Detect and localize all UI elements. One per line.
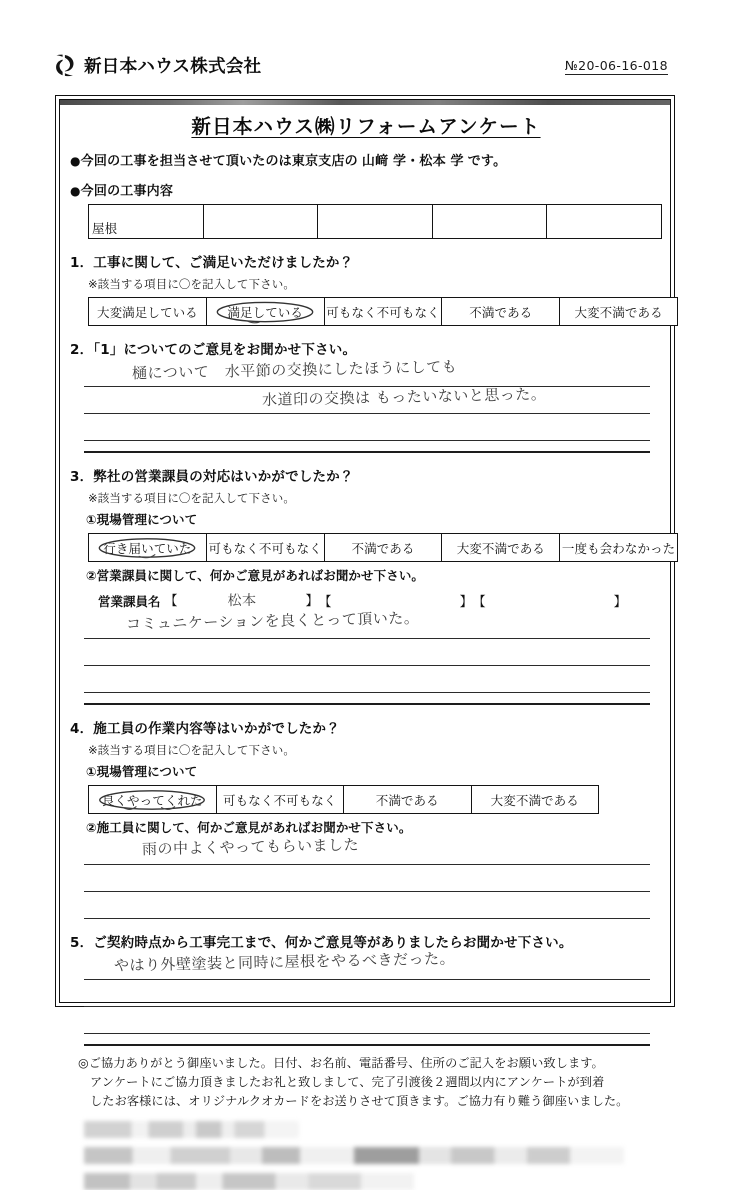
work-content-line: [70, 180, 662, 199]
question-5-answer-area[interactable]: [70, 949, 662, 1034]
question-1-note: ※該当する項目に〇を記入して下さい。: [88, 277, 295, 291]
work-cell-3[interactable]: [318, 205, 433, 239]
q3-option-4[interactable]: 大変不満である: [442, 534, 560, 562]
work-cell-5[interactable]: [547, 205, 662, 239]
answer-line[interactable]: [84, 1007, 650, 1034]
section-divider: [84, 703, 650, 705]
handwritten-answer: 雨の中よくやってもらいました: [141, 835, 360, 859]
bracket-close-icon: 】: [459, 595, 473, 610]
q3-option-1-selected[interactable]: [89, 534, 207, 562]
q4-option-1-selected[interactable]: [89, 786, 217, 814]
answer-line[interactable]: [84, 608, 650, 639]
q3-option-3[interactable]: 不満である: [324, 534, 442, 562]
question-3-answer-area[interactable]: [70, 608, 662, 693]
charge-suffix-text: です。: [467, 154, 507, 169]
q1-option-3[interactable]: 可もなく不可もなく: [324, 298, 442, 326]
question-3-subheading-1: ①現場管理について: [86, 512, 198, 527]
charge-staff-line: [70, 150, 662, 169]
answer-line[interactable]: [84, 892, 650, 919]
q4-option-1-label: 良くやってくれた: [101, 792, 203, 808]
redacted-line-2: [84, 1147, 624, 1164]
form-content: [70, 108, 676, 1108]
work-cell-2[interactable]: [203, 205, 318, 239]
thank-you-note: [78, 1054, 662, 1111]
work-cell-1[interactable]: 屋根: [89, 205, 204, 239]
redacted-line-1: [84, 1121, 299, 1138]
question-2-answer-area[interactable]: [70, 357, 662, 441]
question-3-subheading-2: ②営業課員に関して、何かご意見があればお聞かせ下さい。: [86, 568, 425, 583]
table-row: [89, 786, 599, 814]
name-bracket-3[interactable]: [473, 591, 627, 610]
question-3-note: ※該当する項目に〇を記入して下さい。: [88, 491, 295, 505]
q1-option-2-selected[interactable]: [206, 298, 324, 326]
question-4-subheading-2: ②施工員に関して、何かご意見があればお聞かせ下さい。: [86, 820, 412, 835]
question-3-scale: [88, 533, 678, 562]
swirl-logo-icon: [52, 52, 78, 79]
question-5-heading: 5．ご契約時点から工事完工まで、何かご意見等がありましたらお聞かせ下さい。: [70, 935, 573, 951]
question-4-scale: [88, 785, 599, 814]
q1-option-2-label: 満足している: [227, 304, 303, 320]
sales-staff-name-label: 営業課員名: [98, 594, 161, 609]
answer-line[interactable]: [84, 666, 650, 693]
answer-line[interactable]: [84, 357, 650, 387]
question-4-answer-area[interactable]: [70, 835, 662, 919]
q4-option-2[interactable]: 可もなく不可もなく: [216, 786, 344, 814]
name-slot-1: 松本: [226, 592, 257, 610]
handwritten-answer: やはり外壁塗装と同時に屋根をやるべきだった。: [113, 949, 456, 975]
page-header: [0, 0, 730, 92]
document-number: №20-06-16-018: [564, 58, 668, 73]
bracket-close-icon: 】: [613, 595, 627, 610]
redacted-line-3: [84, 1173, 414, 1190]
bracket-open-icon: 【: [472, 595, 486, 610]
bracket-open-icon: 【: [164, 594, 178, 609]
bracket-close-icon: 】: [305, 594, 319, 609]
company-logo: [52, 52, 261, 79]
answer-line[interactable]: [84, 414, 650, 441]
q4-option-4[interactable]: 大変不満である: [471, 786, 599, 814]
q3-option-5[interactable]: 一度も会わなかった: [560, 534, 678, 562]
question-2-heading: 2．「1」についてのご意見をお聞かせ下さい。: [70, 342, 357, 358]
answer-line[interactable]: [84, 387, 650, 414]
handwritten-answer: 水道印の交換は もったいないと思った。: [261, 385, 547, 409]
answer-line[interactable]: [84, 865, 650, 892]
footer-line-3: したお客様には、オリジナルクオカードをお送りさせて頂きます。ご協力有り難う御座いました。: [90, 1093, 629, 1108]
question-4-heading: 4．施工員の作業内容等はいかがでしたか？: [70, 721, 340, 737]
bullet-icon: ●: [70, 184, 81, 198]
work-content-table: [88, 204, 662, 239]
q1-option-1[interactable]: 大変満足している: [89, 298, 207, 326]
work-content-label: 今回の工事内容: [80, 184, 174, 199]
q1-option-5[interactable]: 大変不満である: [560, 298, 678, 326]
answer-line[interactable]: [84, 949, 650, 980]
answer-line[interactable]: [84, 639, 650, 666]
question-4-note: ※該当する項目に〇を記入して下さい。: [88, 743, 295, 757]
question-4-subheading-1: ①現場管理について: [86, 764, 198, 779]
company-name: 新日本ハウス株式会社: [84, 57, 262, 77]
section-divider: [84, 451, 650, 453]
q3-option-1-label: 行き届いていた: [103, 540, 192, 556]
redacted-personal-info: [84, 1121, 650, 1190]
section-divider: [84, 1044, 650, 1046]
answer-line[interactable]: [84, 980, 650, 1007]
q4-option-3[interactable]: 不満である: [344, 786, 472, 814]
q3-option-2[interactable]: 可もなく不可もなく: [206, 534, 324, 562]
bullet-icon: ●: [70, 154, 81, 168]
work-cell-4[interactable]: [432, 205, 547, 239]
question-1-scale: [88, 297, 678, 326]
table-row: [89, 205, 662, 239]
table-row: [89, 534, 678, 562]
handwritten-answer: 樋について 水平節の交換にしたほうにしても: [131, 357, 458, 383]
question-1-heading: 1．工事に関して、ご満足いただけましたか？: [70, 255, 354, 271]
footer-line-2: アンケートにご協力頂きましたお礼と致しまして、完了引渡後２週間以内にアンケートが到着: [90, 1074, 605, 1089]
charge-prefix-text: 今回の工事を担当させて頂いたのは東京支店の: [80, 154, 358, 169]
table-row: [89, 298, 678, 326]
staff-names-text: 山﨑 学・松本 学: [361, 154, 464, 169]
footer-line-1: ◎ご協力ありがとう御座いました。日付、お名前、電話番号、住所のご記入をお願い致します。: [78, 1056, 604, 1070]
scan-artifact-strip: [60, 100, 670, 105]
handwritten-answer: コミュニケーションを良くとって頂いた。: [125, 608, 420, 634]
question-3-heading: 3．弊社の営業課員の対応はいかがでしたか？: [70, 469, 354, 485]
answer-line[interactable]: [84, 835, 650, 865]
form-title: 新日本ハウス㈱リフォームアンケート: [191, 115, 541, 138]
q1-option-4[interactable]: 不満である: [442, 298, 560, 326]
bracket-open-icon: 【: [318, 595, 332, 610]
name-bracket-1[interactable]: [165, 590, 319, 610]
